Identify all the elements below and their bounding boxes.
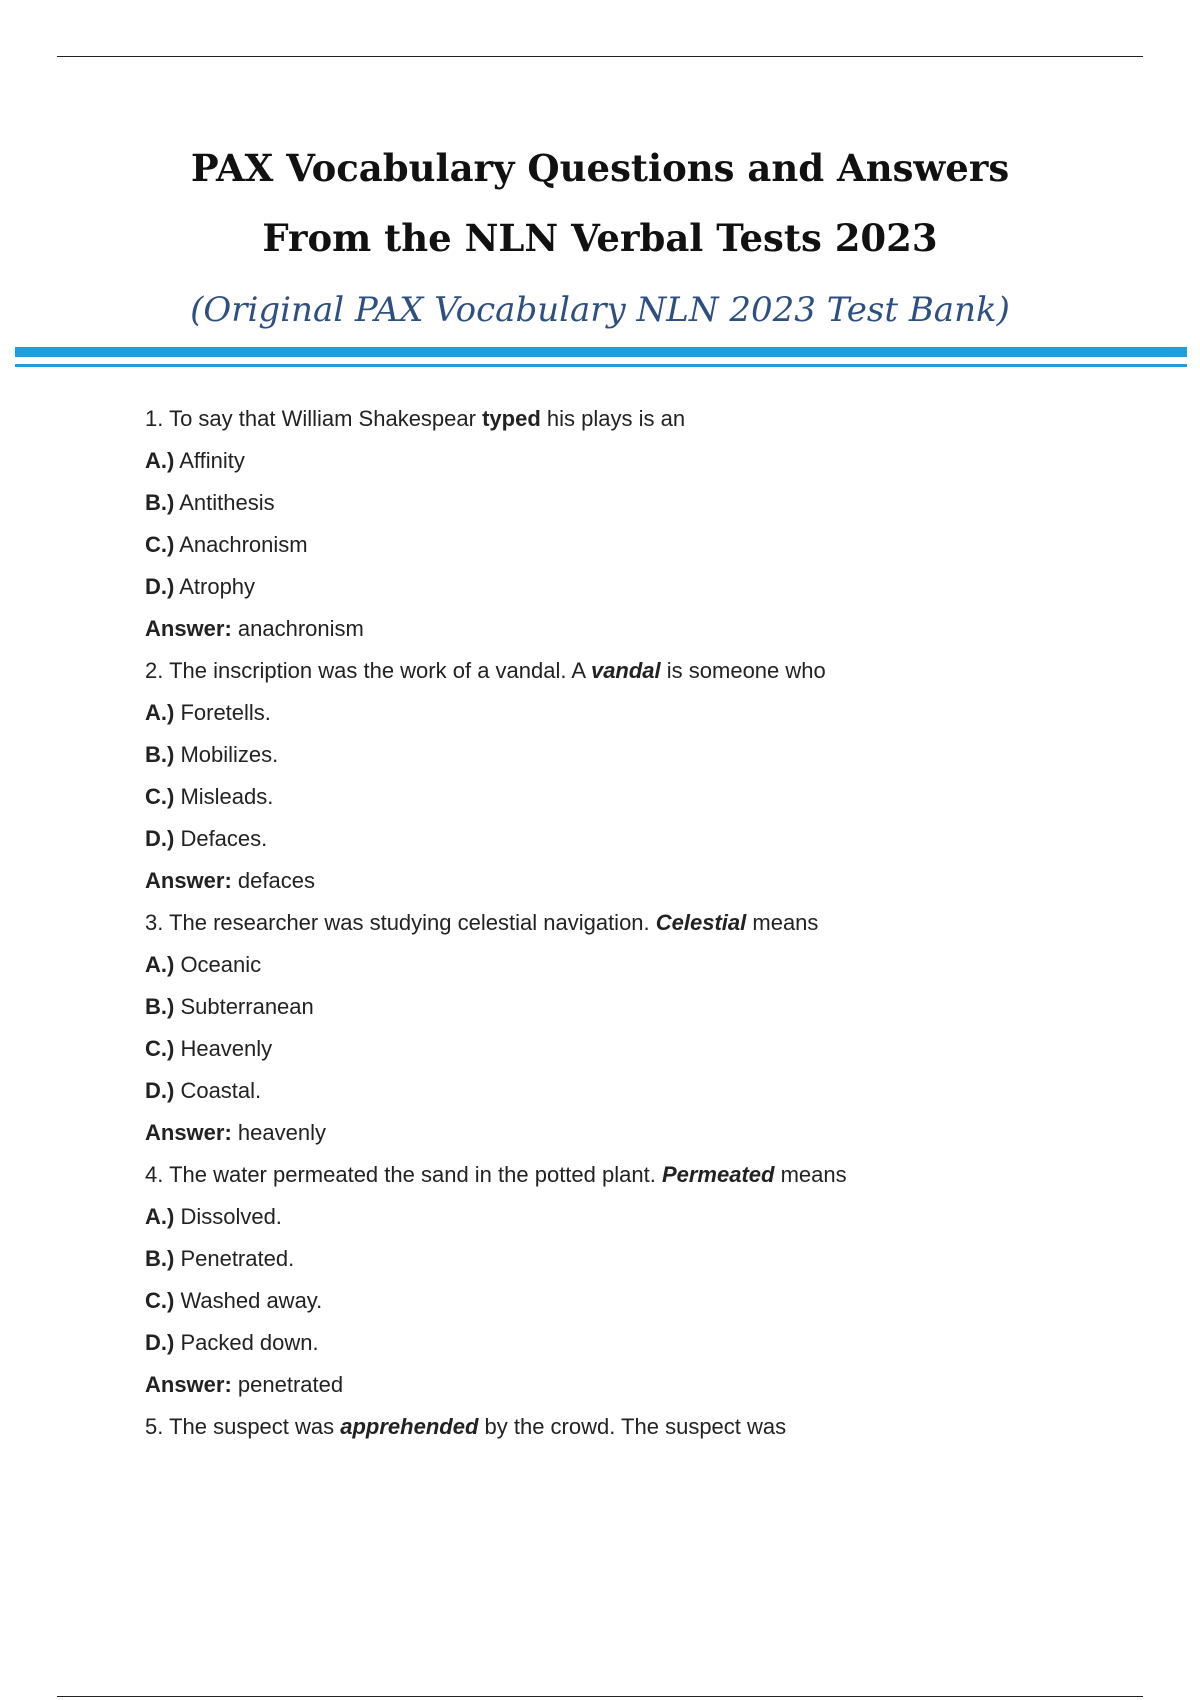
answer-text: penetrated — [231, 1372, 344, 1397]
question-keyword: vandal — [590, 658, 661, 683]
option-letter: D.) — [145, 826, 175, 851]
question-text-after: his plays is an — [540, 406, 686, 431]
option-text: Dissolved. — [174, 1204, 282, 1229]
option-text: Subterranean — [174, 994, 314, 1019]
question-text-after: by the crowd. The suspect was — [478, 1414, 787, 1439]
question-text-after: is someone who — [660, 658, 826, 683]
option-letter: C.) — [145, 784, 175, 809]
option-letter: D.) — [145, 1078, 175, 1103]
answer-label: Answer: — [145, 1372, 232, 1397]
option-letter: C.) — [145, 1036, 175, 1061]
answer-option — [145, 485, 1145, 527]
question-text-before: 5. The suspect was — [145, 1414, 341, 1439]
answer-option — [145, 947, 1145, 989]
answer-option — [145, 1325, 1145, 1367]
question-keyword: Celestial — [655, 910, 747, 935]
question-keyword: typed — [482, 406, 541, 431]
answer-option — [145, 569, 1145, 611]
option-letter: C.) — [145, 532, 175, 557]
option-text: Foretells. — [174, 700, 271, 725]
answer-text: heavenly — [231, 1120, 326, 1145]
option-text: Defaces. — [174, 826, 268, 851]
answer-option — [145, 737, 1145, 779]
option-letter: D.) — [145, 574, 175, 599]
document-title-line-2: From the NLN Verbal Tests 2023 — [262, 216, 938, 260]
option-letter: B.) — [145, 490, 175, 515]
option-text: Anachronism — [174, 532, 308, 557]
question-text-before: 4. The water permeated the sand in the potted plant. — [145, 1162, 662, 1187]
option-letter: B.) — [145, 1246, 175, 1271]
answer-label: Answer: — [145, 868, 232, 893]
answer-line — [145, 1367, 1145, 1409]
answer-option — [145, 1073, 1145, 1115]
option-text: Packed down. — [174, 1330, 319, 1355]
option-letter: D.) — [145, 1330, 175, 1355]
answer-line — [145, 863, 1145, 905]
question-text — [145, 401, 1145, 443]
answer-label: Answer: — [145, 616, 232, 641]
option-text: Heavenly — [174, 1036, 273, 1061]
answer-option — [145, 1031, 1145, 1073]
option-text: Misleads. — [174, 784, 274, 809]
option-letter: A.) — [145, 1204, 175, 1229]
option-letter: B.) — [145, 742, 175, 767]
answer-option — [145, 1241, 1145, 1283]
option-text: Mobilizes. — [174, 742, 279, 767]
answer-text: defaces — [231, 868, 315, 893]
option-text: Affinity — [174, 448, 245, 473]
document-title-line-1: PAX Vocabulary Questions and Answers — [190, 146, 1010, 190]
option-letter: A.) — [145, 700, 175, 725]
bottom-divider — [57, 1696, 1143, 1697]
document-subtitle: (Original PAX Vocabulary NLN 2023 Test Bank) — [190, 290, 1010, 330]
question-text — [145, 1409, 1145, 1451]
option-text: Penetrated. — [174, 1246, 295, 1271]
answer-text: anachronism — [231, 616, 364, 641]
answer-line — [145, 611, 1145, 653]
option-text: Oceanic — [174, 952, 262, 977]
question-list — [145, 401, 1145, 1451]
question-text-before: 2. The inscription was the work of a vandal. A — [145, 658, 591, 683]
question-keyword: apprehended — [340, 1414, 479, 1439]
answer-option — [145, 527, 1145, 569]
answer-option — [145, 695, 1145, 737]
question-text-before: 1. To say that William Shakespear — [145, 406, 483, 431]
option-text: Atrophy — [174, 574, 256, 599]
question-text-after: means — [746, 910, 819, 935]
answer-option — [145, 821, 1145, 863]
answer-option — [145, 989, 1145, 1031]
option-letter: A.) — [145, 448, 175, 473]
top-divider — [57, 56, 1143, 57]
option-text: Coastal. — [174, 1078, 262, 1103]
header-rule-thick — [15, 347, 1187, 357]
option-letter: A.) — [145, 952, 175, 977]
question-text — [145, 1157, 1145, 1199]
answer-option — [145, 779, 1145, 821]
answer-option — [145, 1283, 1145, 1325]
question-text — [145, 905, 1145, 947]
answer-label: Answer: — [145, 1120, 232, 1145]
option-text: Washed away. — [174, 1288, 323, 1313]
header-rule-thin — [15, 364, 1187, 367]
option-letter: C.) — [145, 1288, 175, 1313]
question-keyword: Permeated — [661, 1162, 775, 1187]
question-text-before: 3. The researcher was studying celestial navigation. — [145, 910, 656, 935]
answer-option — [145, 1199, 1145, 1241]
answer-line — [145, 1115, 1145, 1157]
question-text-after: means — [774, 1162, 847, 1187]
answer-option — [145, 443, 1145, 485]
option-text: Antithesis — [174, 490, 275, 515]
question-text — [145, 653, 1145, 695]
option-letter: B.) — [145, 994, 175, 1019]
